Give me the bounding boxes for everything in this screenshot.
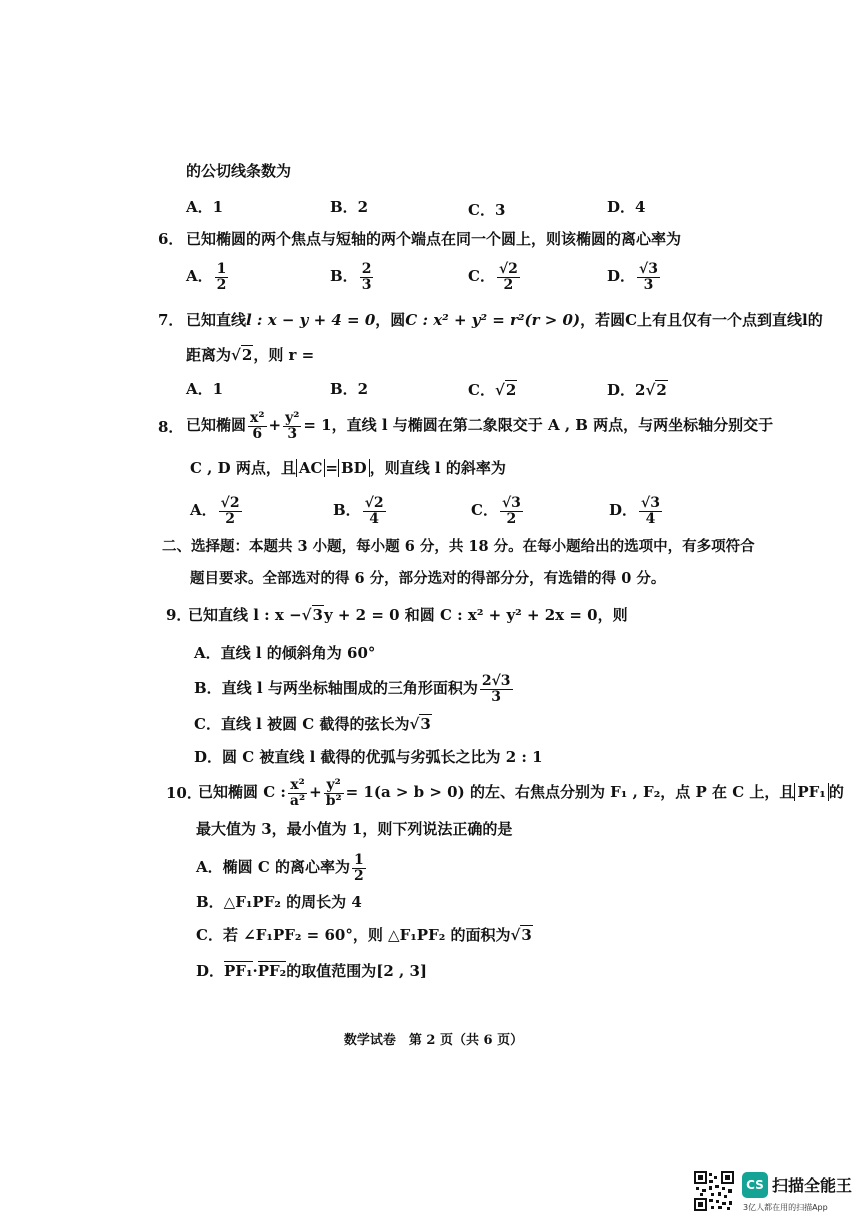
q7-stem: 已知直线l : x − y + 4 = 0，圆C : x² + y² = r²(r > 0)，若圆C上有且仅有一个点到直线l的	[186, 311, 823, 329]
section2-heading-line2: 题目要求。全部选对的得 6 分，部分选对的得部分分，有选错的得 0 分。	[190, 570, 666, 587]
q5-option-b: B．2	[330, 198, 369, 216]
q6-option-d: D． $\frac{√3}{3}$	[607, 261, 658, 293]
q6-option-b: B． $\frac{2}{3}$	[330, 261, 372, 293]
section2-heading-line1: 二、选择题：本题共 3 小题，每小题 6 分，共 18 分。在每小题给出的选项中，有多项符合	[162, 538, 755, 555]
q6-stem: 已知椭圆的两个焦点与短轴的两个端点在同一个圆上，则该椭圆的离心率为	[186, 230, 682, 248]
q7-option-b: B．2	[330, 380, 369, 398]
q5-option-a: A．1	[186, 198, 224, 216]
camscanner-tagline: 3亿人都在用的扫描App	[743, 1203, 828, 1212]
q8-option-a: A． $\frac{√2}{2}$	[190, 495, 240, 527]
q9-stem: 已知直线 l : x −√3y + 2 = 0 和圆 C : x² + y² + 2x = 0，则	[188, 606, 628, 624]
q7-option-a: A．1	[186, 380, 224, 398]
q10-option-a: A．椭圆 C 的离心率为 $\frac{1}{2}$	[196, 852, 364, 884]
q5-option-c: C．3	[468, 201, 506, 219]
q8-option-c: C． $\frac{√3}{2}$	[471, 495, 521, 527]
q9-option-b: B．直线 l 与两坐标轴围成的三角形面积为 $\frac{2√3}{3}$	[194, 673, 511, 705]
q9-number: 9．	[166, 606, 192, 624]
q6-option-c: C． $\frac{√2}{2}$	[468, 261, 518, 293]
camscanner-name: 扫描全能王	[772, 1176, 853, 1195]
q10-option-c: C．若 ∠F₁PF₂ = 60°，则 △F₁PF₂ 的面积为√3	[196, 926, 532, 944]
camscanner-logo: CS	[742, 1172, 768, 1198]
page-footer: 数学试卷 第 2 页（共 6 页）	[343, 1033, 524, 1048]
q7-number: 7．	[158, 311, 184, 329]
q10-number: 10．	[166, 784, 202, 802]
q9-option-c: C．直线 l 被圆 C 截得的弦长为√3	[194, 715, 431, 733]
q6-option-a: A． $\frac{1}{2}$	[186, 261, 227, 293]
q7-option-d: D．2√2	[607, 381, 667, 399]
q6-number: 6．	[158, 230, 184, 248]
q5-option-d: D．4	[607, 198, 646, 216]
q9-option-d: D．圆 C 被直线 l 截得的优弧与劣弧长之比为 2 : 1	[194, 748, 543, 766]
q8-option-b: B． $\frac{√2}{4}$	[333, 495, 384, 527]
q8-option-d: D． $\frac{√3}{4}$	[609, 495, 660, 527]
q10-stem-line2: 最大值为 3，最小值为 1，则下列说法正确的是	[196, 820, 513, 838]
q8-stem-line2: C , D 两点，且 AC = BD ，则直线 l 的斜率为	[190, 459, 506, 477]
q7-stem-line2: 距离为√2，则 r =	[186, 346, 315, 364]
q8-stem: 已知椭圆 $\frac{\text{x²}}{6}$ + $\frac{\text{y²}}{3}$ = 1，直线 l 与椭圆在第二象限交于 A , B 两点，与两坐标轴分别交于	[186, 410, 774, 442]
q10-stem: 已知椭圆 C : $\frac{\text{x²}}{\text{a²}}$ + $\frac{\text{y²}}{\text{b²}}$ = 1(a > b > 0) 的左、右焦点分别为 F₁ , F₂，点 P 在 C 上，且 PF₁ 的	[198, 777, 844, 809]
qr-code-icon	[694, 1171, 734, 1211]
q8-number: 8．	[158, 418, 184, 436]
q10-option-d: D．PF₁·PF₂的取值范围为[2 , 3]	[196, 962, 427, 980]
q9-option-a: A．直线 l 的倾斜角为 60°	[194, 644, 376, 662]
q10-option-b: B．△F₁PF₂ 的周长为 4	[196, 893, 362, 911]
q5-tail: 的公切线条数为	[186, 162, 292, 180]
q7-option-c: C．√2	[468, 381, 517, 399]
